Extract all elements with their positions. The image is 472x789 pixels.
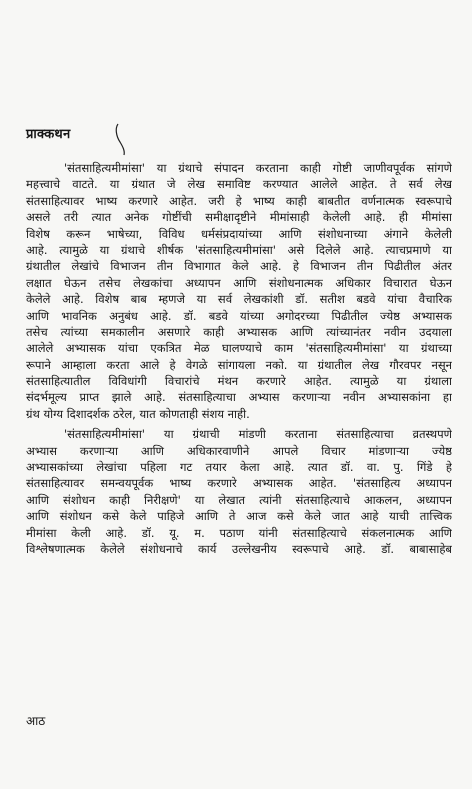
- text-line: लक्षात घेऊन तसेच लेखकांचा अध्यापन आणि संशोधनात्मक अधिकार विचारात घेऊन: [26, 275, 452, 290]
- body-text: [26, 160, 452, 557]
- text-line: तसेच त्यांच्या समकालीन असणारे काही अभ्यासक आणि त्यांच्यानंतर नवीन उदयाला: [26, 324, 452, 339]
- text-line: अभ्यास करणाऱ्या आणि अधिकारवाणीने आपले विचार मांडणाऱ्या ज्येष्ठ: [26, 443, 452, 458]
- text-line: ग्रंथ योग्य दिशादर्शक ठरेल, यात कोणताही संशय नाही.: [26, 406, 250, 421]
- text-line: केलेले आहे. विशेष बाब म्हणजे या सर्व लेखकांशी डॉ. सतीश बडवे यांचा वैचारिक: [26, 292, 452, 307]
- text-line: अभ्यासकांच्या लेखांचा पहिला गट तयार केला आहे. त्यात डॉ. वा. पु. गिंडे हे: [26, 460, 452, 475]
- text-line: ग्रंथातील लेखांचे विभाजन तीन विभागात केले आहे. हे विभाजन तीन पिढीतील अंतर: [26, 259, 452, 274]
- text-line: रूपाने आम्हाला करता आले हे वेगळे सांगायला नको. या ग्रंथातील लेख गौरवपर नसून: [26, 357, 452, 372]
- handwritten-pen-mark: [112, 122, 130, 158]
- text-line: विशेष करून भाषेच्या, विविध धर्मसंप्रदायांच्या आणि संशोधनाच्या अंगाने केलेली: [26, 226, 452, 241]
- page-heading: प्राक्कथन: [26, 127, 71, 142]
- page-number: आठ: [26, 714, 46, 728]
- text-line: आहे. त्यामुळे या ग्रंथाचे शीर्षक 'संतसाहित्यमीमांसा' असे दिलेले आहे. त्याचप्रमाणे या: [26, 242, 452, 257]
- text-line: मीमांसा केली आहे. डॉ. यू. म. पठाण यांनी संतसाहित्याचे संकलनात्मक आणि: [26, 525, 452, 540]
- text-line: आणि भावनिक अनुबंध आहे. डॉ. बडवे यांच्या अगोदरच्या पिढीतील ज्येष्ठ अभ्यासक: [26, 308, 452, 323]
- text-line: आलेले अभ्यासक यांचा एकत्रित मेळ घालण्याचे काम 'संतसाहित्यमीमांसा' या ग्रंथाच्या: [26, 341, 452, 356]
- paragraph-1: [26, 160, 452, 422]
- text-line: संतसाहित्यावर समन्वयपूर्वक भाष्य करणारे अभ्यासक आहेत. 'संतसाहित्य अध्यापन: [26, 476, 452, 491]
- text-line: 'संतसाहित्यमीमांसा' या ग्रंथाची मांडणी करताना संतसाहित्याचा व्रतस्थपणे: [64, 427, 452, 442]
- text-line: असले तरी त्यात अनेक गोष्टींची समीक्षादृष्टीने मीमांसाही केलेली आहे. ही मीमांसा: [26, 210, 452, 225]
- text-line: 'संतसाहित्यमीमांसा' या ग्रंथाचे संपादन करताना काही गोष्टी जाणीवपूर्वक सांगणे: [64, 161, 452, 175]
- text-line: विश्लेषणात्मक केलेले संशोधनाचे कार्य उल्लेखनीय स्वरूपाचे आहे. डॉ. बाबासाहेब: [26, 541, 452, 556]
- text-line: महत्त्वाचे वाटते. या ग्रंथात जे लेख समाविष्ट करण्यात आलेले आहेत. ते सर्व लेख: [26, 177, 452, 192]
- text-line: आणि संशोधन काही निरीक्षणे' या लेखात त्यांनी संतसाहित्याचे आकलन, अध्यापन: [26, 492, 452, 507]
- text-line: संतसाहित्यातील विविधांगी विचारांचे मंथन करणारे आहेत. त्यामुळे या ग्रंथाला: [26, 374, 452, 389]
- text-line: संतसाहित्यावर भाष्य करणारे आहेत. जरी हे भाष्य काही बाबतीत वर्णनात्मक स्वरूपाचे: [26, 193, 452, 208]
- paragraph-2: [26, 426, 452, 557]
- text-line: संदर्भमूल्य प्राप्त झाले आहे. संतसाहित्याचा अभ्यास करणाऱ्या नवीन अभ्यासकांना हा: [26, 390, 452, 405]
- text-line: आणि संशोधन कसे केले पाहिजे आणि ते आज कसे केले जात आहे याची तात्त्विक: [26, 509, 452, 524]
